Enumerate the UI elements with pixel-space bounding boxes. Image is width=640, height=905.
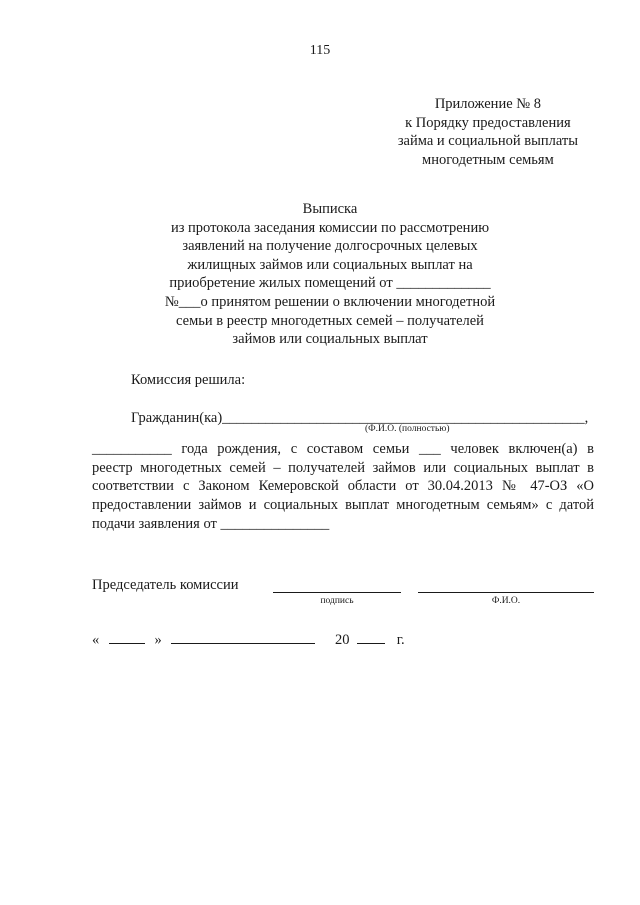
appendix-line: Приложение № 8 — [434, 96, 541, 112]
fio-caption: Ф.И.О. — [491, 596, 521, 606]
appendix-line: многодетным семьям — [422, 151, 554, 168]
citizen-name-field: Гражданин(ка)__________________________________________________, — [131, 410, 589, 426]
month-blank — [171, 631, 315, 644]
title-line: из протокола заседания комиссии по рассмотрению — [170, 219, 490, 236]
year-prefix: 20 — [335, 632, 350, 648]
chairman-label: Председатель комиссии — [92, 577, 239, 593]
title-line: приобретение жилых помещений от _____________ — [169, 275, 491, 292]
paragraph-line: ___________ года рождения, с составом семьи ___ человек включен(а) в — [92, 441, 594, 457]
fio-full-note: (Ф.И.О. (полностью) — [365, 424, 450, 434]
title-line: жилищных займов или социальных выплат на — [187, 256, 473, 273]
paragraph-line: реестр многодетных семей – получателей займов или социальных выплат в — [92, 459, 594, 476]
fio-line — [418, 592, 594, 593]
paragraph-line: предоставлении займов и социальных выплат многодетным семьям» с датой — [92, 497, 594, 514]
title-line: Выписка — [302, 201, 358, 217]
appendix-line: к Порядку предоставления — [405, 114, 571, 131]
appendix-header — [398, 95, 578, 169]
day-blank — [109, 631, 145, 644]
paragraph-line: подачи заявления от _______________ — [92, 515, 330, 532]
document-title — [140, 200, 520, 349]
page-number: 115 — [309, 43, 331, 58]
year-blank — [357, 631, 385, 644]
date-row — [92, 631, 405, 649]
title-line: займов или социальных выплат — [232, 331, 428, 348]
open-quote: « — [92, 632, 100, 648]
title-line: семьи в реестр многодетных семей – получателей — [176, 312, 484, 329]
appendix-line: займа и социальной выплаты — [397, 133, 578, 149]
close-quote: » — [154, 632, 162, 648]
title-line: №___о принятом решении о включении многодетной — [164, 293, 496, 310]
commission-decided-label: Комиссия решила: — [131, 372, 246, 388]
year-suffix: г. — [396, 632, 405, 648]
paragraph-line: соответствии с Законом Кемеровской области от 30.04.2013 № 47-ОЗ «О — [92, 478, 594, 495]
decision-paragraph — [92, 440, 594, 534]
signature-line — [273, 592, 401, 593]
signature-caption: подпись — [320, 596, 354, 606]
title-line: заявлений на получение долгосрочных целевых — [182, 238, 478, 255]
